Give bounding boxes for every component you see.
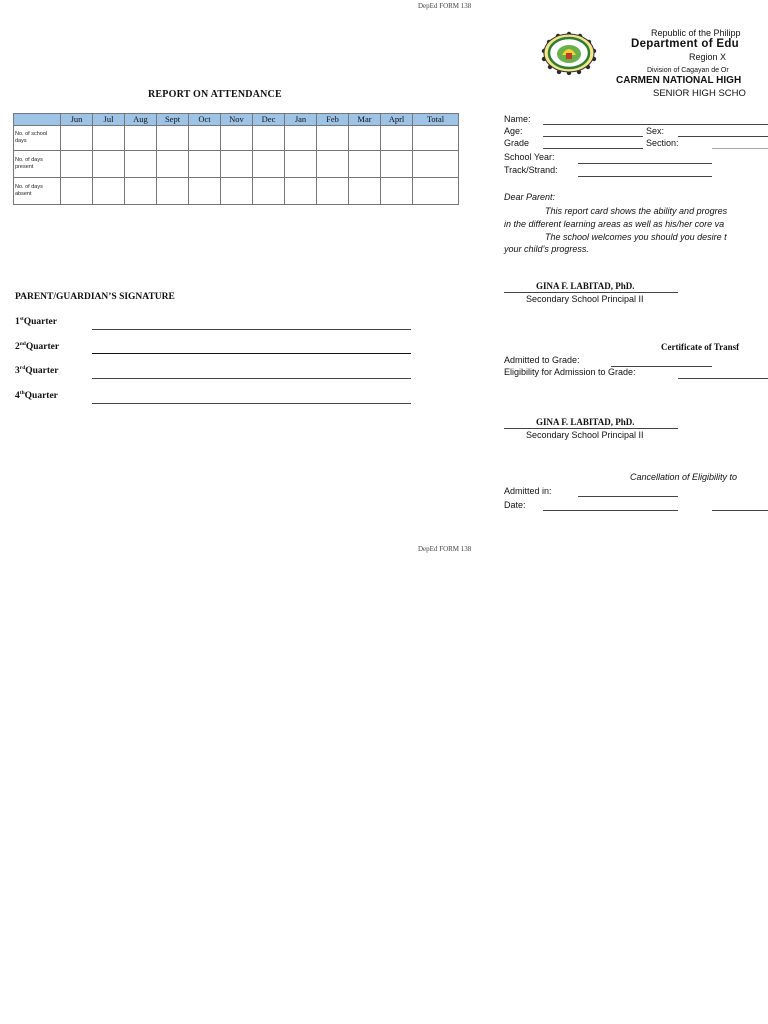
grade-label: Grade [504,138,530,148]
entry-cell[interactable] [61,126,93,151]
school-seal-logo [541,31,597,75]
entry-cell[interactable] [189,126,221,151]
month-header: Aprl [381,114,413,126]
form-label-bottom: DepEd FORM 138 [418,545,472,553]
entry-cell[interactable] [413,151,459,178]
entry-cell[interactable] [93,126,125,151]
letter-line-2: in the different learning areas as well as his/her core va [504,219,725,229]
division-line: Division of Cagayan de Or [647,67,729,74]
quarter-suffix: st [19,316,24,322]
quarter-1-label [15,316,57,327]
principal-title-1: Secondary School Principal II [526,294,644,304]
entry-cell[interactable] [413,178,459,205]
entry-cell[interactable] [157,178,189,205]
quarter-3-label [15,365,59,376]
quarter-suffix: nd [19,341,26,347]
admitted-in-label: Admitted in: [504,486,552,496]
month-header: Mar [349,114,381,126]
entry-cell[interactable] [189,178,221,205]
attendance-row-days-present [14,151,459,178]
name-field[interactable] [543,124,768,125]
entry-cell[interactable] [253,178,285,205]
entry-cell[interactable] [381,151,413,178]
principal-name-2: GINA F. LABITAD, PhD. [536,417,635,427]
header-corner-cell [14,114,61,126]
quarter-2-signature-line[interactable] [92,353,411,354]
month-header: Feb [317,114,349,126]
letter-line-3: The school welcomes you should you desire t [545,232,727,242]
entry-cell[interactable] [61,178,93,205]
quarter-2-label [15,341,59,352]
date-signature-field[interactable] [712,510,768,511]
entry-cell[interactable] [381,178,413,205]
quarter-4-signature-line[interactable] [92,403,411,404]
entry-cell[interactable] [93,178,125,205]
date-label: Date: [504,500,526,510]
letter-line-4: your child’s progress. [504,244,589,254]
letter-salutation: Dear Parent: [504,192,556,202]
program-line: SENIOR HIGH SCHO [653,88,746,99]
row-label: No. of school days [14,126,61,151]
month-header: Nov [221,114,253,126]
principal-signature-line-2 [504,428,678,429]
entry-cell[interactable] [253,126,285,151]
quarter-3-signature-line[interactable] [92,378,411,379]
entry-cell[interactable] [221,151,253,178]
school-name: CARMEN NATIONAL HIGH [616,75,742,86]
transfer-certificate-title: Certificate of Transf [661,342,740,352]
admitted-grade-label: Admitted to Grade: [504,355,580,365]
form-label-top: DepEd FORM 138 [418,2,472,10]
quarter-number: 3 [15,366,20,377]
entry-cell[interactable] [317,151,349,178]
entry-cell[interactable] [125,151,157,178]
region-line: Region X [689,52,727,62]
signature-section-title: PARENT/GUARDIAN’S SIGNATURE [15,292,175,302]
entry-cell[interactable] [157,151,189,178]
eligibility-label: Eligibility for Admission to Grade: [504,367,636,377]
attendance-row-school-days [14,126,459,151]
entry-cell[interactable] [125,126,157,151]
month-header: Sept [157,114,189,126]
letter-line-1: This report card shows the ability and progres [545,206,728,216]
entry-cell[interactable] [317,178,349,205]
quarter-number: 1 [15,317,20,328]
sex-field[interactable] [678,136,768,137]
entry-cell[interactable] [285,126,317,151]
entry-cell[interactable] [61,151,93,178]
entry-cell[interactable] [125,178,157,205]
entry-cell[interactable] [253,151,285,178]
month-header: Jul [93,114,125,126]
quarter-1-signature-line[interactable] [92,329,411,330]
principal-title-2: Secondary School Principal II [526,430,644,440]
age-field[interactable] [543,136,643,137]
entry-cell[interactable] [93,151,125,178]
entry-cell[interactable] [349,151,381,178]
quarter-suffix: rd [19,365,26,371]
principal-signature-line-1 [504,292,678,293]
attendance-header-row [14,114,459,126]
entry-cell[interactable] [317,126,349,151]
entry-cell[interactable] [349,126,381,151]
entry-cell[interactable] [381,126,413,151]
quarter-4-label [15,390,58,401]
entry-cell[interactable] [349,178,381,205]
quarter-number: 4 [15,391,20,402]
attendance-title: REPORT ON ATTENDANCE [148,89,282,100]
month-header: Jun [61,114,93,126]
entry-cell[interactable] [221,178,253,205]
month-header: Dec [253,114,285,126]
school-year-label: School Year: [504,152,555,162]
section-label: Section: [646,138,679,148]
month-header: Aug [125,114,157,126]
school-year-field[interactable] [578,163,712,164]
track-strand-label: Track/Strand: [504,165,558,175]
date-field[interactable] [543,510,678,511]
quarter-word: Quarter [25,342,60,353]
section-field[interactable] [712,148,768,149]
admitted-in-field[interactable] [578,496,678,497]
republic-line: Republic of the Philipp [651,28,741,38]
quarter-suffix: th [19,390,25,396]
attendance-row-days-absent [14,178,459,205]
department-line: Department of Edu [631,38,739,50]
entry-cell[interactable] [285,151,317,178]
entry-cell[interactable] [221,126,253,151]
attendance-table [13,113,459,205]
total-header: Total [413,114,459,126]
entry-cell[interactable] [285,178,317,205]
quarter-word: Quarter [23,317,57,328]
month-header: Oct [189,114,221,126]
eligibility-field[interactable] [678,378,768,379]
entry-cell[interactable] [189,151,221,178]
cancellation-title: Cancellation of Eligibility to [630,472,738,482]
row-label: No. of days absent [14,178,61,205]
row-label: No. of days present [14,151,61,178]
month-header: Jan [285,114,317,126]
track-strand-field[interactable] [578,176,712,177]
grade-field[interactable] [543,148,643,149]
quarter-number: 2 [15,342,20,353]
name-label: Name: [504,114,531,124]
quarter-word: Quarter [25,366,59,377]
entry-cell[interactable] [413,126,459,151]
entry-cell[interactable] [157,126,189,151]
principal-name-1: GINA F. LABITAD, PhD. [536,281,635,291]
age-label: Age: [504,126,523,136]
sex-label: Sex: [646,126,665,136]
quarter-word: Quarter [24,391,58,402]
